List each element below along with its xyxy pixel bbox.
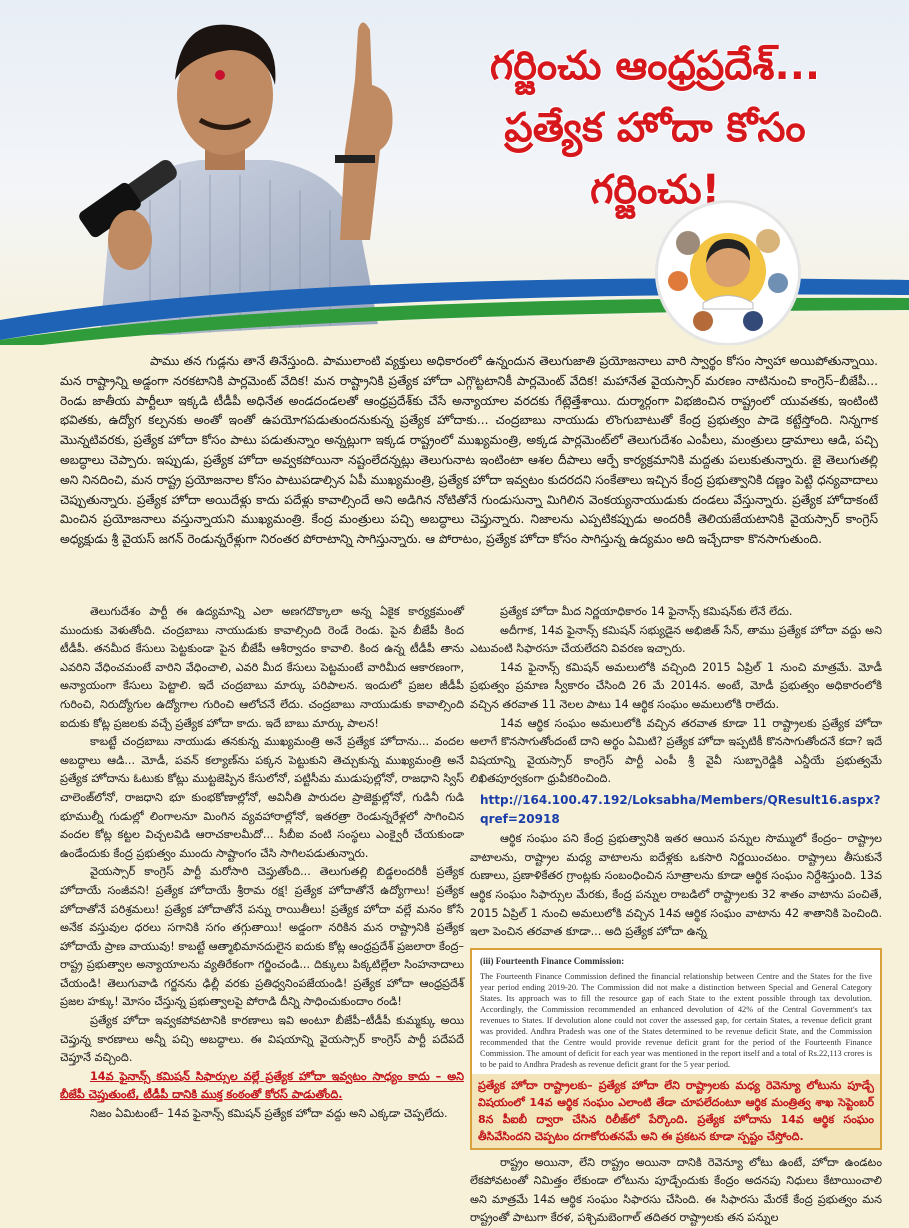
left-paragraph-2: కాబట్టే చంద్రబాబు నాయుడు తనకున్న ముఖ్యమంత్రి అనే ప్రత్యేక హోదాను... వందల అబద్ధాలు ఆడి... మోడీ, పవన్ కల్యాణ్‌ను పక్కన పెట్టుకుని తెచ్చుకున్న ముఖ్యమంత్రి అనే ప్రత్యేక హోదాను ఓటుకు కోట్లు ముట్టజెప్పిన కేసులోనో, పట్టిసీమ ముడుపుల్లోనో, రాజధాని స్విస్ చాలెంజ్‌లోనో, రాజధాని భూ కుంభకోణాల్లోనో, అవినీతి పారుదల ప్రాజెక్టుల్లోనో, గుడినీ గుడి భూముల్నీ గుడుల్లో లింగాలనూ మింగిన వ్యవహారాల్లోనో, ఇతరత్రా రెండున్నరేళ్లలో సాగించిన వందల కోట్ల కట్టల విచ్చలవిడి ఆరాచకాలమీదో... సీబీఐ వంటి సంస్థలు ఎంక్వైరీ చేయకుండా ఉండేందుకు కేంద్ర ప్రభుత్వం ముందు సాష్టాంగం చేసి సాగిలపడుతున్నారు. [60,735,464,860]
page-headline [405,35,905,221]
header-banner [0,0,909,345]
left-column [60,603,464,1124]
left-paragraph-5: నిజం ఏమిటంటే– 14వ ఫైనాన్స్ కమిషన్ ప్రత్యేక హోదా వద్దు అని ఎక్కడా చెప్పలేదు. [90,1107,448,1121]
right-column [470,603,882,1228]
highlighted-statement: 14వ ఫైనాన్స్ కమిషన్ సిఫార్సుల వల్లే ప్రత్యేక హోదా ఇవ్వటం సాధ్యం కాదు – అని బీజేపీ చెప్తుతుంటే, టీడీపీ దానికి ముక్త కంఠంతో కోరస్ పాడుతోంది. [60,1069,464,1102]
excerpt-text: The Fourteenth Finance Commission defined the financial relationship between Centre and the States for the five year period ending 2019-20. The Commission did not make a distinction between Special and General Category States. Its approach was to fill the resource gap of each State to the extent possible through tax devolution. Accordingly, the Commission recommended an enhanced devolution of 42% of the Central Government's tax revenues to States. If devolution alone could not cover the assessed gap, for certain States, a revenue deficit grant was provided. Andhra Pradesh was one of the States determined to be revenue deficit State, and the Commission recommended that the Centre would provide revenue deficit grant for the period of the Fourteenth Finance Commission. The amount of deficit for each year was mentioned in the report itself and a total of Rs.22,113 crores is to be paid to Andhra Pradesh as revenue deficit grant for the 5 year period. [480,971,872,1069]
right-paragraph-6: రాష్ట్రం అయినా, లేని రాష్ట్రం అయినా దానికి రెవెన్యూ లోటు ఉంటే, హోదా ఉండటం లేకపోవటంతో నిమిత్తం లేకుండా లోటును పూడ్చేందుకు కేంద్రం అదనపు నిధులు కేటాయించాలి అని మాత్రమే 14వ ఆర్థిక సంఘం సిఫారసు చేసింది. ఈ సిఫారసు మేరకే కేంద్ర ప్రభుత్వం మన రాష్ట్రంతో పాటుగా కేరళ, పశ్చిమబెంగాల్ తదితర రాష్ట్రాలకు తన పన్నుల [470,1155,882,1225]
left-paragraph-4: ప్రత్యేక హోదా ఇవ్వకపోవటానికి కారణాలు ఇవి అంటూ బీజేపీ–టీడీపీ కుమ్మక్కు అయి చెప్తున్న కారణాలు అన్నీ పచ్చి అబద్ధాలు. ఈ విషయాన్ని వైయస్సార్ కాంగ్రెస్ పార్టీ పదేపదే చెప్తూనే వచ్చింది. [60,1014,464,1065]
loksabha-link[interactable]: http://164.100.47.192/Loksabha/Members/QResult16.aspx?qref=20918 [480,792,881,826]
left-paragraph-3: వైయస్సార్ కాంగ్రెస్ పార్టీ మరోసారి చెప్తుతోంది... తెలుగుతల్లి బిడ్డలందరికీ ప్రత్యేక హోదాయే సంజీవని! ప్రత్యేక హోదాయే శ్రీరామ రక్ష! ప్రత్యేక హోదాతోనే ఉద్యోగాలు! ప్రత్యేక హోదాతోనే పరిశ్రమలు! ప్రత్యేక హోదాతోనే పన్ను రాయితీలు! ప్రత్యేక హోదా వల్లే మనం కోసే అనేక వస్తువుల ధరలు సగానికి సగం తగ్గుతాయి! అడ్డంగా నరికిన మన రాష్ట్రానికి ప్రత్యేక హోదాయే ప్రాణ వాయువు! కాబట్టే ఆత్మాభిమానదులైన ఐదుకు కోట్ల ఆంధ్రప్రదేశ్ ప్రజలారా కేంద్ర–రాష్ట్ర ప్రభుత్వాల అన్యాయాలను వ్యతిరేకంగా గర్జించండి... దిక్కులు పిక్కటిల్లేలా సింహనాదాలు చేయండి! తెలుగువాడి గర్జనను ఢిల్లీ వరకు ప్రతిధ్వనింపజేయండి! ప్రత్యేక హోదా ఆంధ్రప్రదేశ్ ప్రజల హక్కు! మోసం చేస్తున్న ప్రభుత్వాలపై పోరాడి దీన్ని సాధించుకుందాం రండి! [60,865,464,1009]
headline-line-1: గర్జించు ఆంధ్రప్రదేశ్... [489,43,821,89]
excerpt-title: (iii) Fourteenth Finance Commission: [480,955,625,966]
right-paragraph-3: 14వ ఫైనాన్స్ కమిషన్ అమలులోకి వచ్చింది 2015 ఏప్రిల్ 1 నుంచి మాత్రమే. మోడీ ప్రభుత్వం ప్రమాణ స్వీకారం చేసింది 26 మే 2014న. అంటే, మోడీ ప్రభుత్వం అధికారంలోకి వచ్చిన తరవాత 11 నెలల పాటు 14 ఆర్థిక సంఘం అమలులోకి రాలేదు. [470,660,882,711]
excerpt-content [472,950,880,1074]
right-paragraph-1: ప్రత్యేక హోదా మీద నిర్ణయాధికారం 14 ఫైనాన్స్ కమిషన్‌కు లేనే లేదు. [500,605,793,618]
headline-line-2: ప్రత్యేక హోదా కోసం [504,105,806,151]
leader-collage-badge [655,200,801,345]
right-paragraph-4: 14వ ఆర్థిక సంఘం అమలులోకి వచ్చిన తరవాత కూడా 11 రాష్ట్రాలకు ప్రత్యేక హోదా అలాగే కొనసాగుతోందంటే దాని అర్థం ఏమిటి? ప్రత్యేక హోదా ఇప్పటికీ కొనసాగుతోందనే కదా? ఇదే విషయాన్ని వైయస్సార్ కాంగ్రెస్ పార్టీ ఎంపీ శ్రీ వైవీ సుబ్బారెడ్డికి ఎన్డీయే ప్రభుత్వమే లిఖితపూర్వకంగా ధ్రువీకరించింది. [470,716,882,786]
right-paragraph-5: ఆర్థిక సంఘం పని కేంద్ర ప్రభుత్వానికి ఇతర ఆయిన పన్నుల సొమ్ములో కేంద్రం– రాష్ట్రాల వాటాలను, రాష్ట్రాల మధ్య వాటాలను ఐదేళ్లకు ఒకసారి నిర్ణయించటం. రాష్ట్రాలు తీసుకునే రుణాలు, ప్రణాళికేతర గ్రాంట్లకు సంబంధించిన సూత్రాలను కూడా ఆర్థిక సంఘం నిర్దేశిస్తుంది. 13వ ఆర్థిక సంఘం సిఫార్సుల మేరకు, కేంద్ర పన్నుల రాబడిలో రాష్ట్రాలకు 32 శాతం వాటాను పంచితే, 2015 ఏప్రిల్ 1 నుంచి అమలులోకి వచ్చిన 14వ ఆర్థిక సంఘం వాటాను 42 శాతానికి పెంచింది. ఇలా పెంచిన తరవాత కూడా... అది ప్రత్యేక హోదా ఉన్న [470,832,882,939]
intro-paragraph: పాము తన గుడ్లను తానే తినేస్తుంది. పాములాంటి వ్యక్తులు అధికారంలో ఉన్నందున తెలుగుజాతి ప్రయోజనాలు వారి స్వార్థం కోసం స్వాహా అయిపోతున్నాయి. మన రాష్ట్రాన్ని అడ్డంగా నరకటానికి పార్లమెంట్ వేదిక! మన రాష్ట్రానికి ప్రత్యేక హోదా ఎగ్గొట్టటానికీ పార్లమెంట్ వేదిక! మహానేత వైయస్సార్ మరణం నాటినుంచి కాంగ్రెస్–బీజేపీ... రెండు జాతీయ పార్టీలూ ఇక్కడి టీడీపీ అధినేత అండదండలతో ఆంధ్రప్రదేశ్‌కు చేసే అన్యాయాల వరదకు గేట్లెత్తేశాయి. దుర్మార్గంగా విభజించిన రాష్ట్రంలో యువతకు, ఇంటింటి భవితకు, ఉద్యోగ కల్పనకు అంతో ఇంతో ఉపయోగపడుతుందనుకున్న ప్రత్యేక హోదాకు... చంద్రబాబు నాయుడు లొంగుబాటుతో కేంద్ర ప్రభుత్వం పాడె కట్టేస్తోంది. నిన్నగాక మొన్నటివరకు, ప్రత్యేక హోదా కోసం పాటు పడుతున్నాం అన్నట్లుగా ఇక్కడ రాష్ట్రంలో ముఖ్యమంత్రి, అక్కడ పార్లమెంట్‌లో తెలుగుదేశం ఎంపీలు, మంత్రులు డ్రామాలు ఆడి, పచ్చి అబద్ధాలు చెప్పారు. ఇప్పుడు, ప్రత్యేక హోదా అవ్వకపోయినా నష్టంలేదన్నట్లు తెలుగునాట ఇంటింటా ఆశల దీపాలు ఆర్పే కార్యక్రమానికి మద్దతు పలుకుతున్నారు. జై తెలుగుతల్లి అని నినదించి, మన రాష్ట్ర ప్రయోజనాల కోసం పాటుపడాల్సిన ఏపీ ముఖ్యమంత్రి, ప్రత్యేక హోదా ఇవ్వటం కుదరదని సంకేతాలు ఇచ్చిన కేంద్ర ప్రభుత్వానికి దణ్ణం పెట్టి ధన్యవాదాలు చెప్పుతున్నారు. ప్రత్యేక హోదా అయిదేళ్లు కాదు పదేళ్లు కావాల్సిందే అని అడిగిన నోటితోనే గుండుసున్నా మిగిలిన వెంకయ్యనాయుడుకు దండలు వేస్తున్నారు. ప్రత్యేక హోదాకంటే మించిన ప్రయోజనాలు వస్తున్నాయని ముఖ్యమంత్రి. కేంద్ర మంత్రులు పచ్చి అబద్ధాలు చెప్తున్నారు. నిజాలను ఎప్పటికప్పుడు అందరికీ తెలియజేయటానికి వైయస్సార్ కాంగ్రెస్ అధ్యక్షుడు శ్రీ వైయస్ జగన్ రెండున్నరేళ్లుగా నిరంతర పోరాటాన్ని సాగిస్తున్నారు. ఆ పోరాటం, ప్రత్యేక హోదా కోసం సాగిస్తున్న ఉద్యమం అది ఇచ్చేదాకా కొనసాగుతుంది. [60,354,878,547]
left-paragraph-1: తెలుగుదేశం పార్టీ ఈ ఉద్యమాన్ని ఎలా అణగదొక్కాలా అన్న ఏకైక కార్యక్రమంతో ముందుకు వెళుతోంది. చంద్రబాబు నాయుడుకు కావాల్సింది రెండే రెండు. పైన బీజేపీ కింద టీడీపీ. తనమీద కేసులు పెట్టకుండా పైన బీజేపీ ఆశీర్వాదం కావాలి. కింద ఉన్న టీడీపీ తాను ఎవరిని వేధించమంటే వారిని వేధించాలి, ఎవరి మీద కేసులు పెట్టమంటే వారిమీద ఆకారణంగా, అన్యాయంగా కేసులు పెట్టాలి. ఇదే చంద్రబాబు మార్కు పరిపాలన. ఇందులో ప్రజల జీడీపీ గురించి, నిరుద్యోగుల ఉద్యోగాల గురించి ఆలోచనే లేదు. చంద్రబాబు నాయుడుకు కావాల్సింది ఐదుకు కోట్ల ప్రజలకు వచ్చే ప్రత్యేక హోదా కాదు. ఇదే బాబు మార్కు పాలన! [60,605,464,730]
right-paragraph-2: అదీగాక, 14వ ఫైనాన్స్ కమిషన్ సభ్యుడైన అభిజిత్ సేన్, తాము ప్రత్యేక హోదా వద్దు అని ఎటువంటి సిఫారసూ చేయలేదని వివరణ ఇచ్చారు. [470,623,882,656]
excerpt-caption: ప్రత్యేక హోదా రాష్ట్రాలకు– ప్రత్యేక హోదా లేని రాష్ట్రాలకు మధ్య రెవెన్యూ లోటును పూడ్చే విషయంలో 14వ ఆర్థిక సంఘం ఎలాంటి తేడా చూపలేదంటూ ఆర్థిక మంత్రిత్వ శాఖ సెప్టెంబర్ 8న పీఐబీ ద్వారా చేసిన రిలీజ్‌లో పేర్కొంది. ప్రత్యేక హోదాను 14వ ఆర్థిక సంఘం తీసివేసిందని చెప్పటం దగాకోరుతనమే అని ఈ ప్రకటన కూడా స్పష్టం చేస్తోంది. [472,1074,880,1148]
finance-commission-excerpt-box [470,948,882,1150]
headline-line-3: గర్జించు! [590,167,720,213]
